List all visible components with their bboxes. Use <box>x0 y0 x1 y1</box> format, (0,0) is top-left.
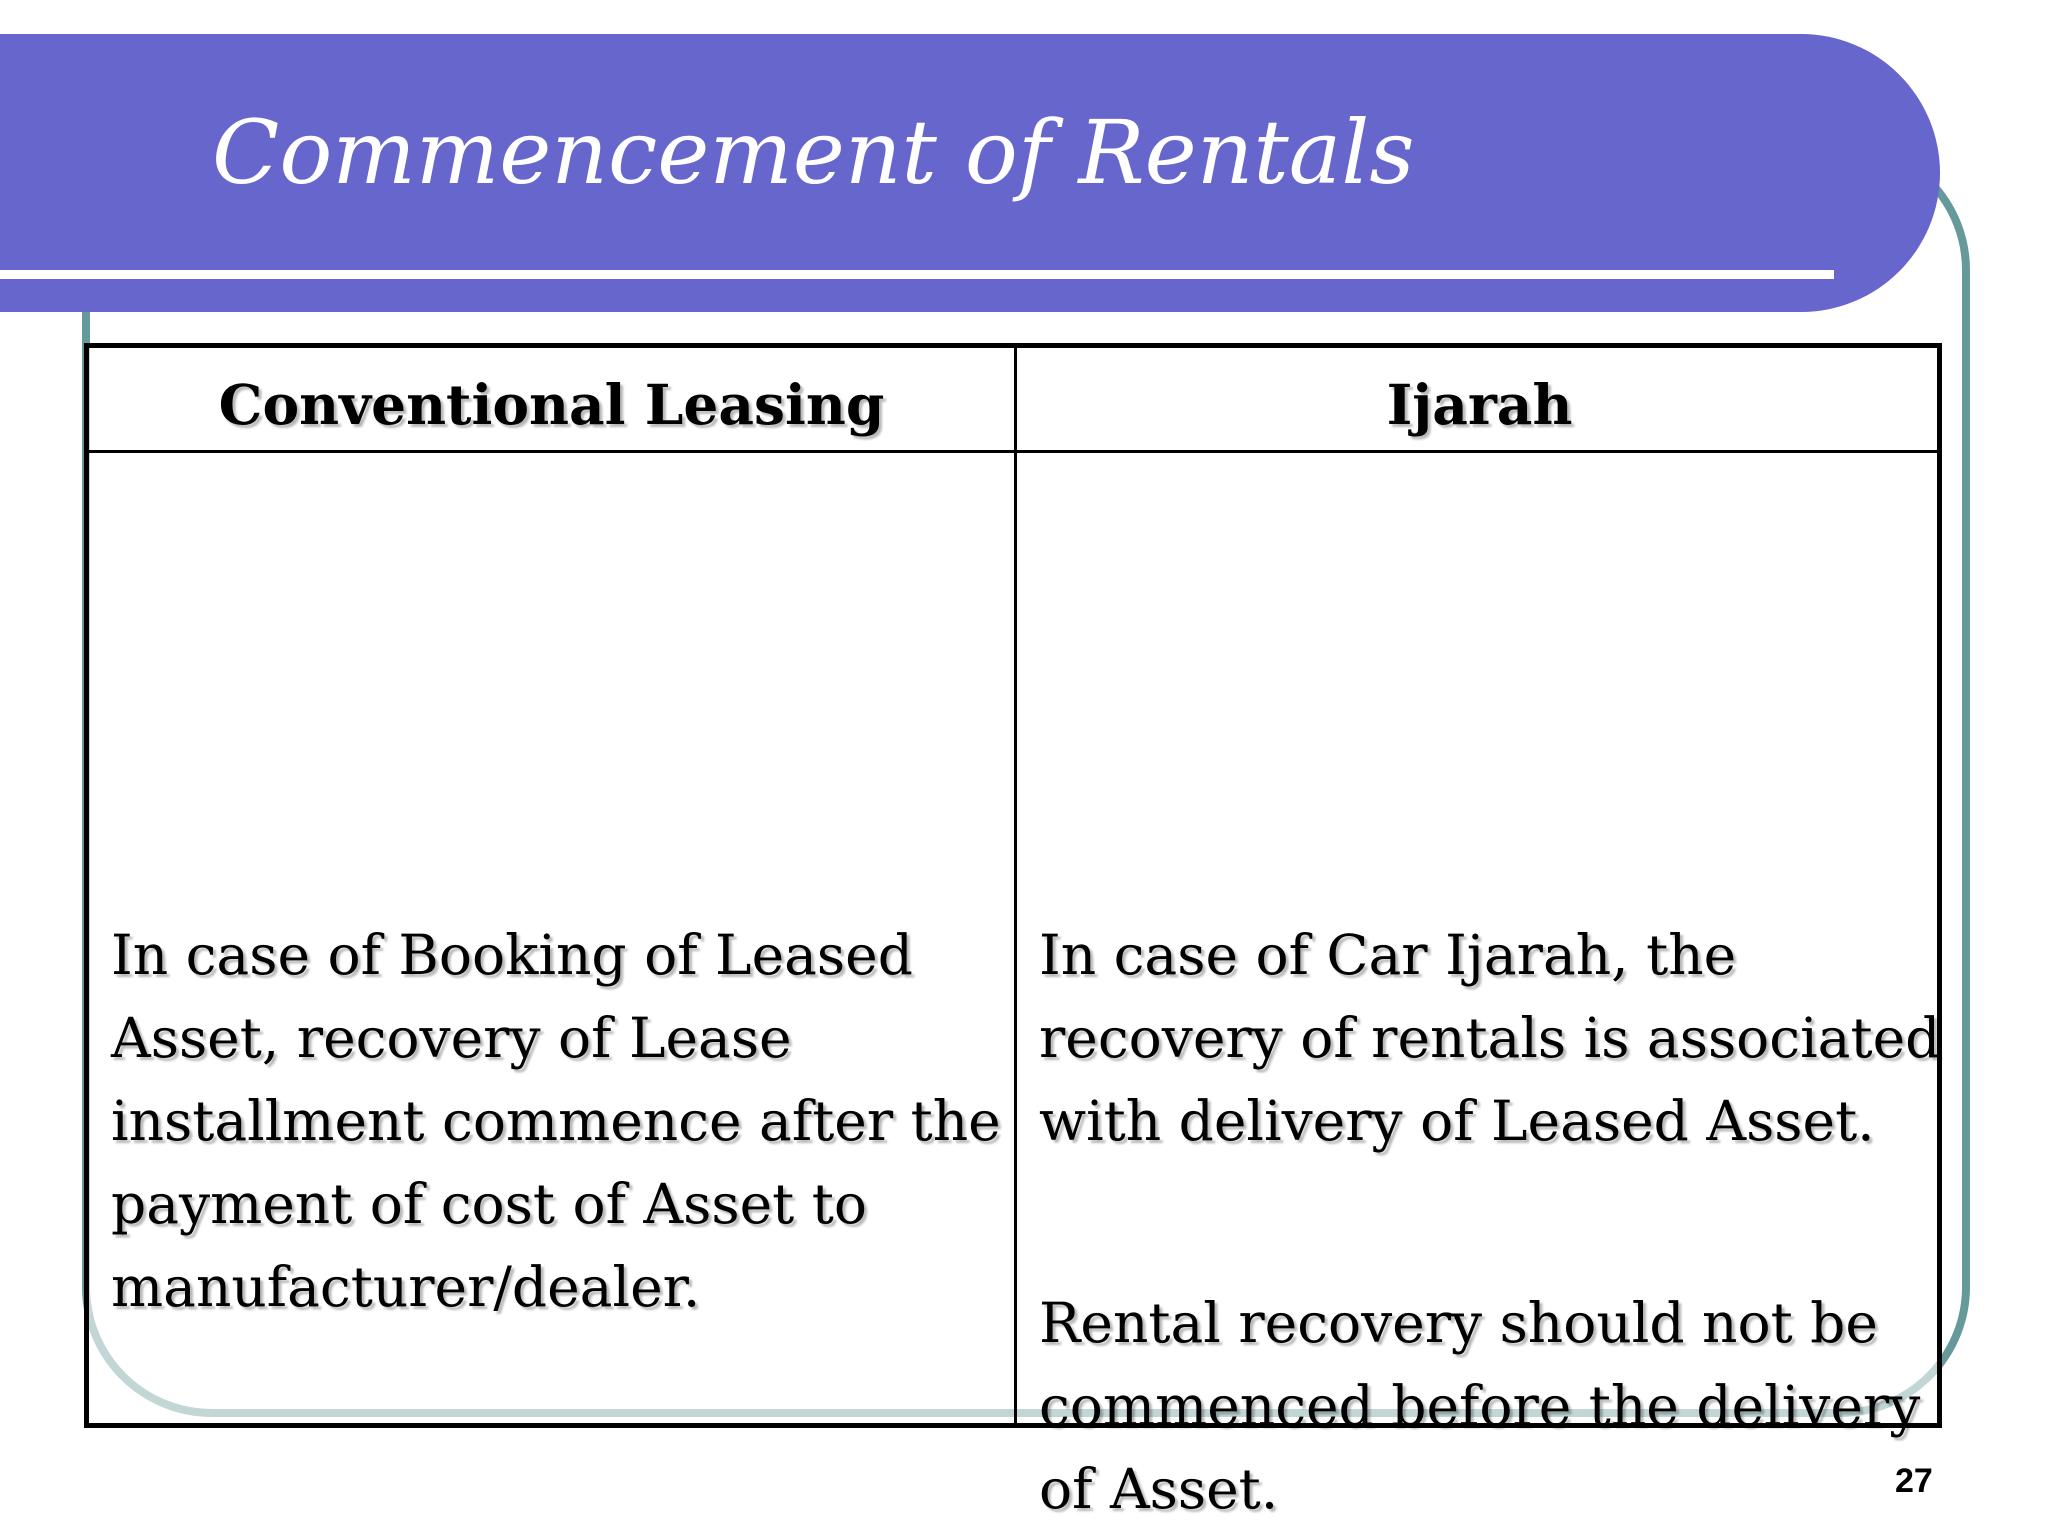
text-line: manufacturer/dealer. <box>111 1255 701 1319</box>
text-line: of Asset. <box>1039 1457 1279 1521</box>
text-line: In case of Booking of Leased <box>111 923 913 987</box>
text-line: Asset, recovery of Lease <box>111 1006 792 1070</box>
title-underline <box>0 270 1834 279</box>
header-divider <box>89 450 1937 453</box>
header-ijarah: Ijarah <box>1386 372 1573 437</box>
header-conventional-leasing: Conventional Leasing <box>218 372 885 437</box>
conventional-leasing-text <box>111 914 1001 1329</box>
text-line: with delivery of Leased Asset. <box>1039 1089 1875 1153</box>
ijarah-text-paragraph-2 <box>1039 1282 1929 1531</box>
text-line: In case of Car Ijarah, the <box>1039 923 1737 987</box>
text-line: Rental recovery should not be <box>1039 1291 1878 1355</box>
text-line: payment of cost of Asset to <box>111 1172 867 1236</box>
text-line: recovery of rentals is associated <box>1039 1006 1941 1070</box>
ijarah-text-paragraph-1 <box>1039 914 1941 1163</box>
slide-title: Commencement of Rentals <box>212 101 1415 204</box>
text-line: installment commence after the <box>111 1089 1001 1153</box>
text-line: commenced before the delivery <box>1039 1374 1921 1438</box>
column-divider <box>1014 348 1017 1423</box>
page-number: 27 <box>1895 1462 1933 1500</box>
